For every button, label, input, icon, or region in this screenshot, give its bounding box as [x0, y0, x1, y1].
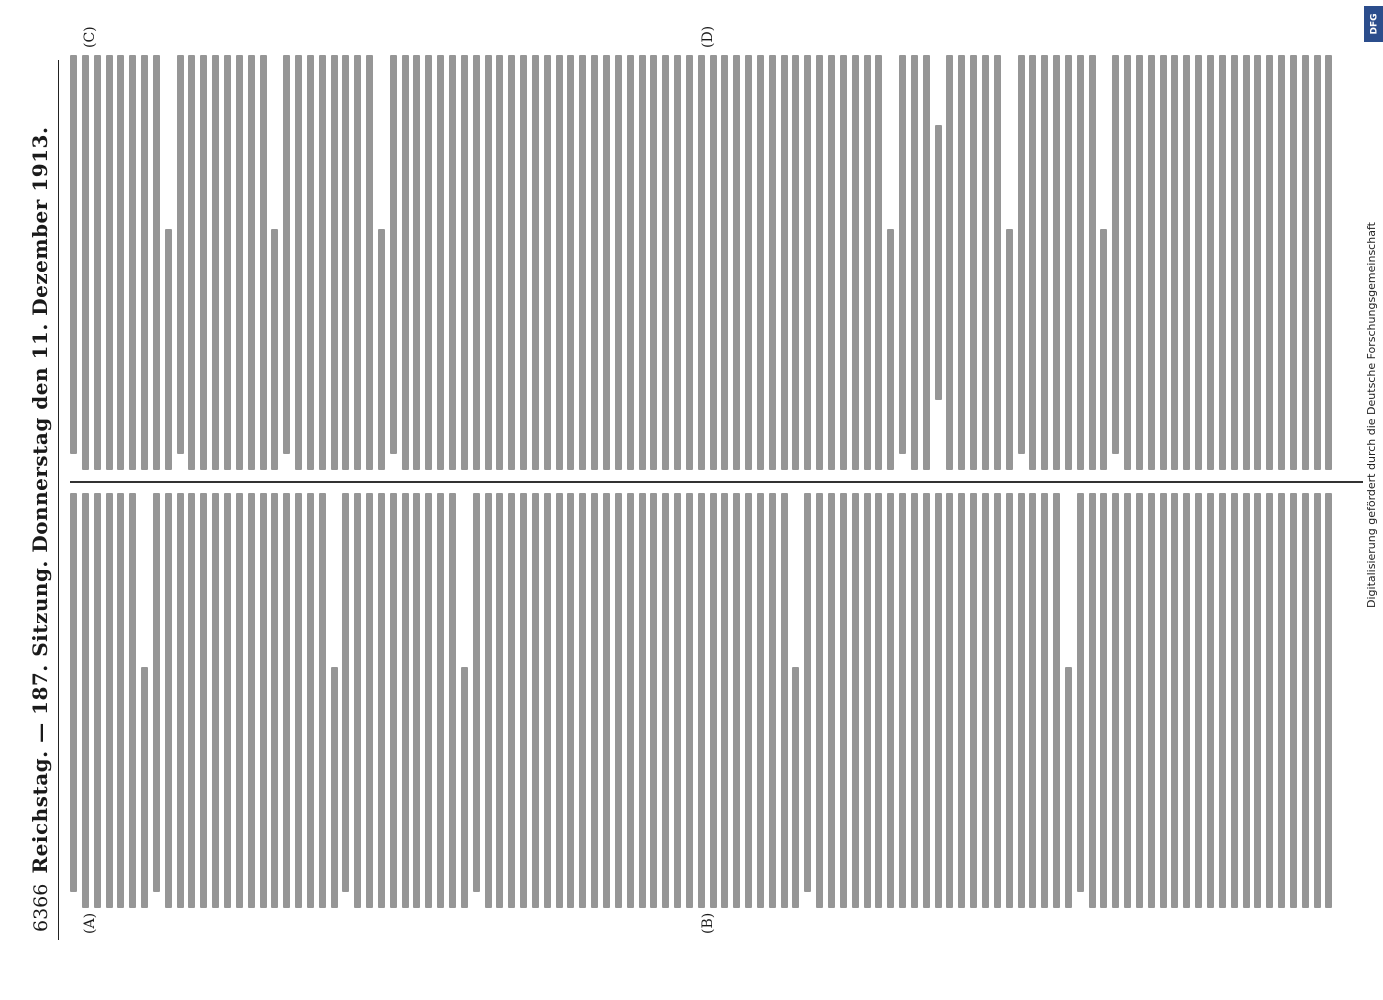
text-line	[1041, 55, 1048, 470]
text-line	[1065, 55, 1072, 470]
text-line	[923, 493, 930, 908]
text-line	[864, 493, 871, 908]
text-line	[958, 55, 965, 470]
text-line	[449, 493, 456, 908]
page-title: Reichstag. — 187. Sitzung. Donnerstag den 11. Dezember 1913.	[28, 126, 52, 874]
text-line	[674, 55, 681, 470]
text-line	[721, 493, 728, 908]
text-line	[615, 55, 622, 470]
text-line	[603, 493, 610, 908]
margin-mark-d: (D)	[700, 25, 716, 48]
text-line	[425, 55, 432, 470]
text-line	[828, 493, 835, 908]
text-line	[82, 493, 89, 908]
text-line	[757, 493, 764, 908]
text-line	[260, 55, 267, 470]
text-line	[982, 55, 989, 470]
text-line	[556, 55, 563, 470]
text-line	[544, 493, 551, 908]
text-line	[1077, 55, 1084, 470]
text-line	[473, 493, 480, 892]
text-line	[271, 493, 278, 908]
text-line	[402, 55, 409, 470]
text-line	[295, 55, 302, 470]
text-line	[1195, 493, 1202, 908]
text-line	[804, 55, 811, 470]
text-line	[177, 493, 184, 908]
text-line	[1029, 55, 1036, 470]
text-line	[188, 493, 195, 908]
text-line	[1100, 229, 1107, 470]
credit-text: Digitalisierung gefördert durch die Deutsche Forschungsgemeinschaft	[1365, 222, 1378, 608]
text-line	[816, 55, 823, 470]
text-line	[366, 55, 373, 470]
text-line	[1171, 493, 1178, 908]
text-line	[390, 55, 397, 454]
text-line	[1266, 55, 1273, 470]
text-line	[1290, 55, 1297, 470]
text-line	[852, 493, 859, 908]
text-line	[437, 55, 444, 470]
text-line	[1029, 493, 1036, 908]
text-column-right	[70, 55, 1363, 470]
text-line	[946, 493, 953, 908]
text-line	[141, 55, 148, 470]
text-line	[1314, 493, 1321, 908]
text-line	[911, 493, 918, 908]
text-line	[520, 493, 527, 908]
text-line	[1053, 55, 1060, 470]
text-line	[1302, 55, 1309, 470]
text-line	[425, 493, 432, 908]
text-line	[283, 493, 290, 908]
digitization-credit	[1363, 0, 1383, 1000]
text-line	[248, 493, 255, 908]
text-line	[639, 55, 646, 470]
text-line	[307, 55, 314, 470]
text-line	[200, 493, 207, 908]
text-line	[188, 55, 195, 470]
text-lines-left	[70, 493, 1337, 908]
text-line	[165, 493, 172, 908]
text-line	[212, 493, 219, 908]
text-line	[1219, 55, 1226, 470]
text-line	[757, 55, 764, 470]
text-line	[769, 55, 776, 470]
text-line	[224, 55, 231, 470]
text-line	[781, 55, 788, 470]
text-line	[745, 55, 752, 470]
text-line	[1290, 493, 1297, 908]
text-column-left	[70, 493, 1363, 908]
text-line	[153, 493, 160, 892]
text-line	[579, 55, 586, 470]
text-line	[769, 493, 776, 908]
text-line	[1089, 493, 1096, 908]
text-line	[875, 55, 882, 470]
text-line	[354, 55, 361, 470]
text-line	[1112, 55, 1119, 454]
text-line	[413, 493, 420, 908]
text-line	[887, 229, 894, 470]
text-line	[331, 667, 338, 908]
text-line	[1018, 55, 1025, 454]
text-line	[1160, 493, 1167, 908]
text-line	[970, 55, 977, 470]
text-line	[82, 55, 89, 470]
text-line	[1018, 493, 1025, 908]
text-line	[378, 493, 385, 908]
text-line	[970, 493, 977, 908]
text-line	[1207, 493, 1214, 908]
text-line	[248, 55, 255, 470]
text-line	[129, 493, 136, 908]
text-line	[603, 55, 610, 470]
text-line	[271, 229, 278, 470]
text-line	[319, 493, 326, 908]
text-line	[1124, 55, 1131, 470]
text-line	[899, 55, 906, 454]
text-line	[117, 493, 124, 908]
text-line	[1124, 493, 1131, 908]
text-line	[1089, 55, 1096, 470]
text-line	[342, 55, 349, 470]
text-line	[1148, 493, 1155, 908]
text-line	[212, 55, 219, 470]
text-line	[461, 55, 468, 470]
text-line	[1219, 493, 1226, 908]
text-line	[532, 493, 539, 908]
text-line	[1207, 55, 1214, 470]
text-line	[721, 55, 728, 470]
margin-mark-c: (C)	[82, 26, 98, 48]
text-line	[461, 667, 468, 908]
text-line	[1266, 493, 1273, 908]
text-line	[1231, 55, 1238, 470]
text-line	[354, 493, 361, 908]
text-line	[792, 667, 799, 908]
text-line	[627, 493, 634, 908]
text-line	[485, 493, 492, 908]
text-line	[556, 493, 563, 908]
text-line	[117, 55, 124, 470]
text-line	[1195, 55, 1202, 470]
text-line	[153, 55, 160, 470]
text-line	[378, 229, 385, 470]
text-line	[887, 493, 894, 908]
text-line	[200, 55, 207, 470]
text-line	[236, 493, 243, 908]
text-line	[141, 667, 148, 908]
text-line	[1112, 493, 1119, 908]
text-line	[994, 55, 1001, 470]
text-line	[650, 55, 657, 470]
text-line	[1278, 55, 1285, 470]
text-line	[698, 493, 705, 908]
text-line	[236, 55, 243, 470]
text-line	[698, 55, 705, 470]
text-line	[473, 55, 480, 470]
text-line	[319, 55, 326, 470]
text-line	[935, 493, 942, 908]
text-line	[958, 493, 965, 908]
text-line	[710, 493, 717, 908]
text-line	[674, 493, 681, 908]
text-line	[532, 55, 539, 470]
text-line	[745, 493, 752, 908]
text-line	[496, 55, 503, 470]
text-line	[307, 493, 314, 908]
text-line	[342, 493, 349, 892]
text-line	[390, 493, 397, 908]
text-line	[864, 55, 871, 470]
text-line	[485, 55, 492, 470]
text-line	[508, 493, 515, 908]
text-line	[840, 493, 847, 908]
text-line	[923, 55, 930, 470]
text-line	[413, 55, 420, 470]
text-line	[627, 55, 634, 470]
text-line	[591, 493, 598, 908]
text-line	[260, 493, 267, 908]
text-line	[177, 55, 184, 454]
text-line	[1136, 55, 1143, 470]
text-line	[816, 493, 823, 908]
text-line	[70, 493, 77, 892]
text-line	[1148, 55, 1155, 470]
text-line	[1100, 493, 1107, 908]
column-divider	[70, 482, 1363, 484]
text-line	[1183, 55, 1190, 470]
text-line	[911, 55, 918, 470]
text-line	[295, 493, 302, 908]
text-line	[686, 493, 693, 908]
text-line	[899, 493, 906, 908]
text-line	[106, 493, 113, 908]
text-line	[496, 493, 503, 908]
running-header	[14, 60, 59, 940]
text-line	[94, 55, 101, 470]
text-line	[1254, 55, 1261, 470]
text-line	[639, 493, 646, 908]
text-line	[224, 493, 231, 908]
text-line	[662, 55, 669, 470]
text-line	[1314, 55, 1321, 470]
text-line	[520, 55, 527, 470]
text-line	[875, 493, 882, 908]
text-line	[508, 55, 515, 470]
text-line	[982, 493, 989, 908]
text-line	[828, 55, 835, 470]
text-line	[792, 55, 799, 470]
text-line	[615, 493, 622, 908]
text-line	[165, 229, 172, 470]
text-line	[852, 55, 859, 470]
text-line	[567, 493, 574, 908]
text-line	[1041, 493, 1048, 908]
dfg-logo: DFG	[1364, 6, 1383, 42]
text-line	[1136, 493, 1143, 908]
text-line	[733, 493, 740, 908]
text-line	[781, 493, 788, 908]
text-line	[1171, 55, 1178, 470]
text-line	[662, 493, 669, 908]
text-line	[1053, 493, 1060, 908]
text-line	[1302, 493, 1309, 908]
text-line	[70, 55, 77, 454]
text-line	[1006, 493, 1013, 908]
text-line	[1160, 55, 1167, 470]
text-line	[402, 493, 409, 908]
text-lines-right	[70, 55, 1337, 470]
text-line	[129, 55, 136, 470]
text-line	[1325, 493, 1332, 908]
text-line	[650, 493, 657, 908]
text-line	[544, 55, 551, 470]
text-line	[733, 55, 740, 470]
page-number: 6366	[30, 883, 52, 932]
text-line	[1325, 55, 1332, 470]
text-line	[1243, 493, 1250, 908]
text-line	[1183, 493, 1190, 908]
text-line	[994, 493, 1001, 908]
text-line	[283, 55, 290, 454]
text-line	[94, 493, 101, 908]
text-line	[106, 55, 113, 470]
text-line	[946, 55, 953, 470]
text-line	[1006, 229, 1013, 470]
margin-mark-b: (B)	[700, 912, 716, 934]
text-line	[840, 55, 847, 470]
text-line	[567, 55, 574, 470]
text-line	[935, 125, 942, 400]
text-line	[1243, 55, 1250, 470]
text-line	[804, 493, 811, 892]
text-line	[1231, 493, 1238, 908]
text-line	[579, 493, 586, 908]
text-line	[591, 55, 598, 470]
text-line	[1077, 493, 1084, 892]
text-line	[1278, 493, 1285, 908]
text-line	[1254, 493, 1261, 908]
text-line	[366, 493, 373, 908]
text-line	[437, 493, 444, 908]
text-line	[1065, 667, 1072, 908]
text-line	[331, 55, 338, 470]
margin-mark-a: (A)	[82, 912, 98, 934]
text-line	[686, 55, 693, 470]
text-line	[710, 55, 717, 470]
text-line	[449, 55, 456, 470]
